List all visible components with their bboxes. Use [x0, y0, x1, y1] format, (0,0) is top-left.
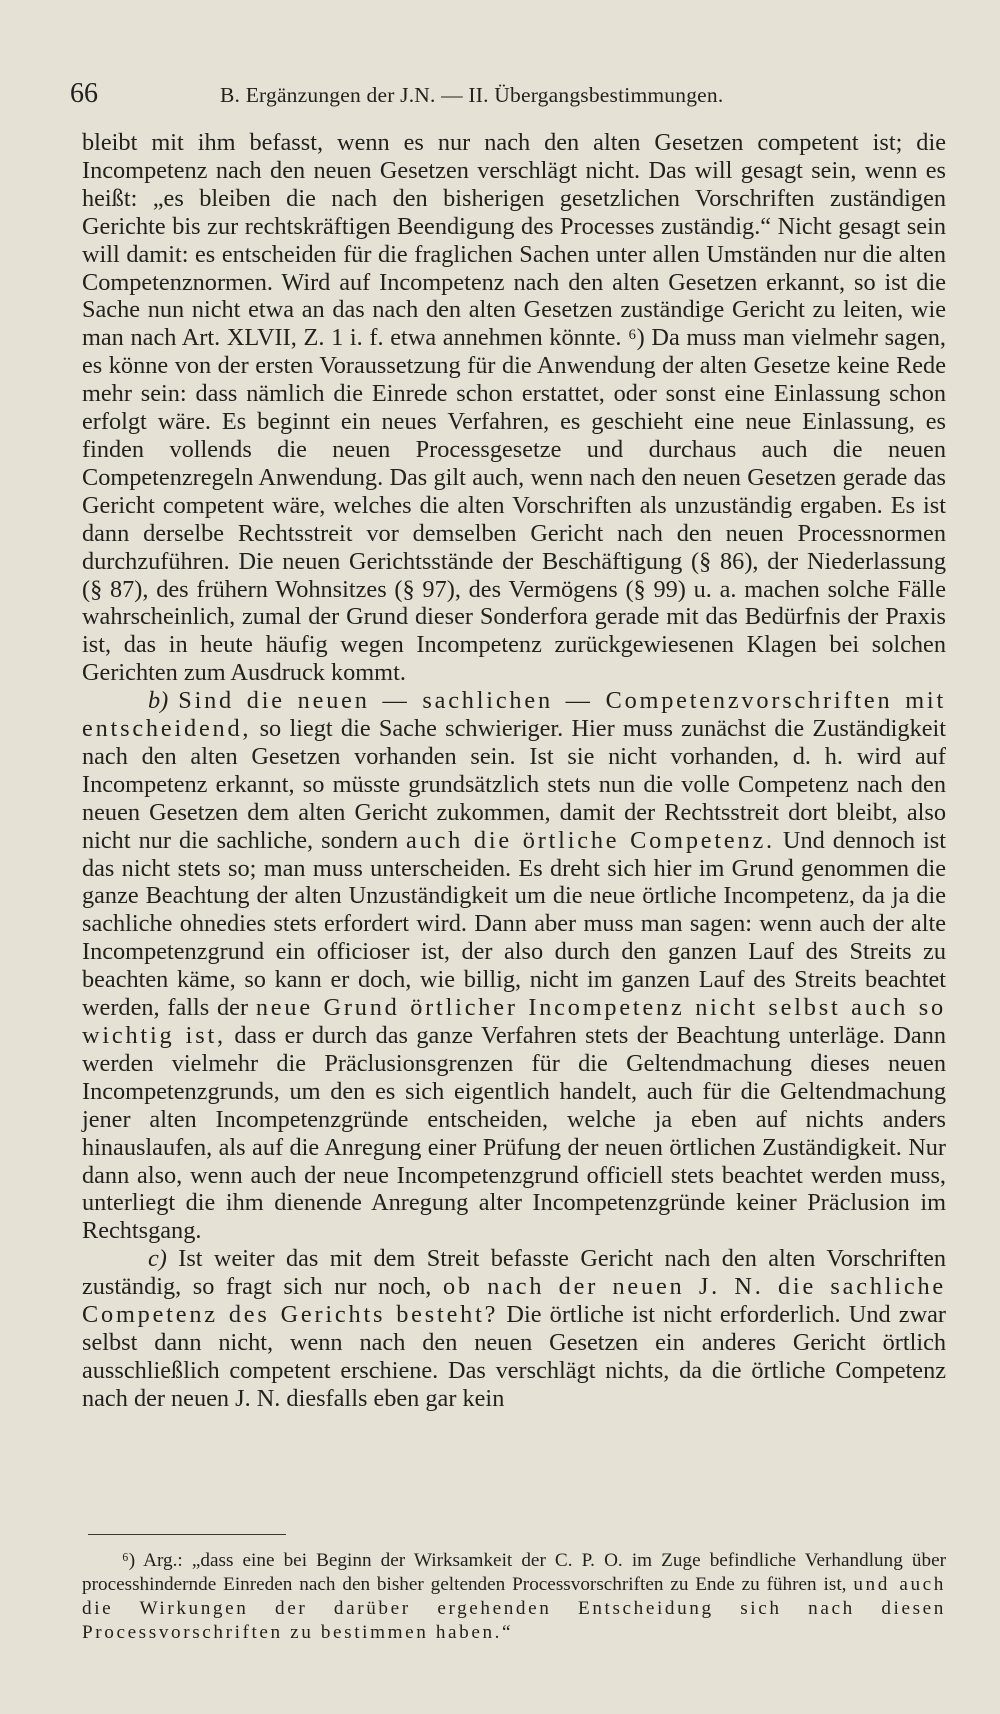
body-text — [82, 129, 946, 1413]
paragraph-1-text: bleibt mit ihm befasst, wenn es nur nach den alten Gesetzen competent ist; die Incompetenz nach den neuen Gesetzen verschlägt nicht. Das will gesagt sein, wenn es heißt: „es bleiben die nach den bisherigen gesetzlichen Vorschriften zuständigen Gerichte bis zur rechtskräftigen Beendigung des Processes zuständig.“ Nicht gesagt sein will damit: es entscheiden für die fraglichen Sachen unter allen Umständen nur die alten Competenznormen. Wird auf Incompetenz nach den alten Gesetzen erkannt, so ist die Sache nun nicht etwa an das nach den alten Gesetzen zuständige Gericht zu leiten, wie man nach Art. XLVII, Z. 1 i. f. etwa annehmen könnte. ⁶) Da muss man vielmehr sagen, es könne von der ersten Voraussetzung für die Anwendung der alten Gesetze keine Rede mehr sein: dass nämlich die Einrede schon erstattet, oder sonst eine Einlassung schon erfolgt wäre. Es beginnt ein neues Verfahren, es geschieht eine neue Einlassung, es finden vollends die neuen Processgesetze und durchaus auch die neuen Competenzregeln Anwendung. Das gilt auch, wenn nach den neuen Gesetzen gerade das Gericht competent wäre, welches die alten Vorschriften als unzuständig ergaben. Es ist dann derselbe Rechtsstreit vor demselben Gericht nach den neuen Processnormen durchzuführen. Die neuen Gerichtsstände der Beschäftigung (§ 86), der Niederlassung (§ 87), des frühern Wohnsitzes (§ 97), des Vermögens (§ 99) u. a. machen solche Fälle wahrscheinlich, zumal der Grund dieser Sonderfora gerade mit das Bedürfnis der Praxis ist, das in heute häufig wegen Incompetenz zurückgewiesenen Klagen bei solchen Gerichten zum Ausdruck kommt. — [82, 129, 946, 687]
running-head-title: B. Ergänzungen der J.N. — II. Übergangsbestimmungen. — [220, 83, 724, 107]
footnote-marker: ⁶) — [122, 1550, 136, 1571]
paragraph-c-spaced-1: ob nach der neuen J. N. die sachliche Competenz des Gerichts besteht? — [82, 1273, 946, 1329]
footnote-divider — [88, 1534, 286, 1535]
paragraph-c-text: Ist weiter das mit dem Streit befasste Gericht nach den alten Vorschriften zuständig, so fragt sich nur noch, — [82, 1245, 946, 1301]
paragraph-b-marker: b) — [148, 687, 169, 715]
footnote-closing-quote: “ — [502, 1621, 511, 1643]
page-number: 66 — [70, 78, 98, 109]
footnote-spaced-text: und auch die Wirkungen der darüber ergehenden Entscheidung sich nach diesen Processvorschriften zu bestimmen haben. — [82, 1573, 946, 1643]
running-head — [70, 78, 950, 110]
paragraph-b-text-3: dass er durch das ganze Verfahren stets der Beachtung unterläge. Dann werden vielmehr die Präclusionsgrenzen für die Geltendmachung dieses neuen Incompetenzgrunds, um den es sich eigentlich handelt, auch für die Geltendmachung jener alten Incompetenzgründe entscheiden, welche ja eben auf nichts anders hinauslaufen, als auf die Anregung einer Prüfung der neuen örtlichen Zuständigkeit. Nur dann also, wenn auch der neue Incompetenzgrund officiell stets beachtet werden muss, unterliegt die ihm dienende Anregung alter Incompetenzgründe keiner Präclusion im Rechtsgang. — [82, 1022, 946, 1245]
paragraph-c-text-2: Die örtliche ist nicht erforderlich. Und zwar selbst dann nicht, wenn nach den neuen Gesetzen ein anderes Gericht örtlich ausschließlich competent erschiene. Das verschlägt nichts, da die örtliche Competenz nach der neuen J. N. diesfalls eben gar kein — [82, 1301, 947, 1412]
paragraph-b-spaced-2: neue Grund örtlicher Incompetenz nicht selbst auch so wichtig ist, — [82, 994, 946, 1049]
paragraph-b-spaced-1: auch die örtliche Competenz. — [406, 826, 775, 854]
paragraph-b — [82, 687, 946, 1245]
footnote-text: Arg.: „dass eine bei Beginn der Wirksamkeit der C. P. O. im Zuge befindliche Verhandlung über processhindernde Einreden nach den bisher geltenden Processvorschriften zu Ende zu führen ist, — [82, 1550, 946, 1595]
paragraph-1 — [82, 129, 946, 687]
paragraph-c — [82, 1245, 946, 1412]
footnote — [82, 1549, 946, 1645]
paragraph-c-marker: c) — [148, 1245, 167, 1273]
paragraph-b-spaced-lead: Sind die neuen — sachlichen — Competenzvorschriften mit entscheidend, — [82, 687, 946, 743]
paragraph-b-text: so liegt die Sache schwieriger. Hier muss zunächst die Zuständigkeit nach den alten Gesetzen vorhanden sein. Ist sie nicht vorhanden, d. h. wird auf Incompetenz erkannt, so müsste grundsätzlich stets nun die volle Competenz nach den neuen Gesetzen dem alten Gericht zukommen, damit der Rechtsstreit dort bleibt, also nicht nur die sachliche, sondern — [82, 715, 946, 854]
paragraph-b-text-2: Und dennoch ist das nicht stets so; man muss unterscheiden. Es dreht sich hier im Grund genommen die ganze Beachtung der alten Unzuständigkeit um die neue örtliche Incompetenz, da ja die sachliche ohnedies stets erfordert wird. Dann aber muss man sagen: wenn auch der alte Incompetenzgrund ein officioser ist, der also durch den ganzen Lauf des Streits zu beachten käme, so kann er doch, wie billig, nicht im ganzen Lauf des Streits beachtet werden, falls der — [82, 826, 947, 1022]
